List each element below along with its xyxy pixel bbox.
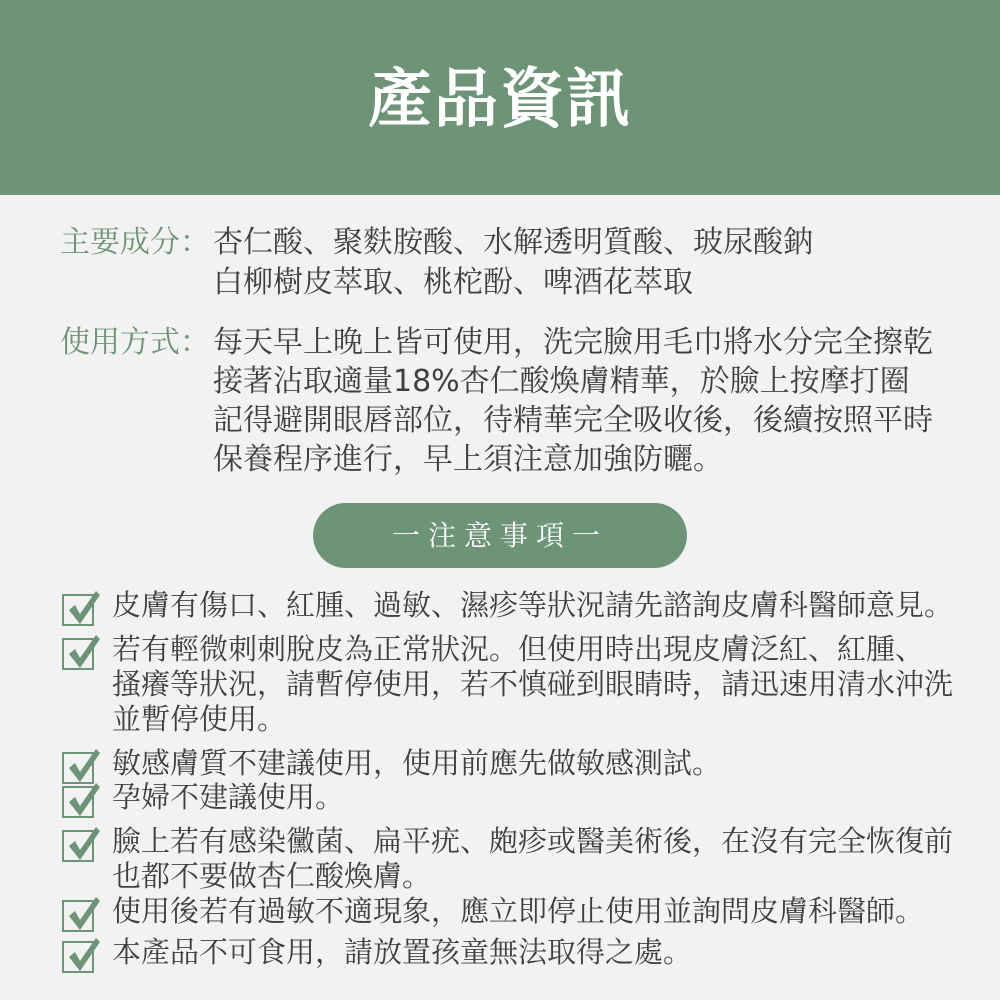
ingredients-line: 白柳樹皮萃取、桃柁酚、啤酒花萃取 [213, 265, 693, 300]
checklist-item-text: 本產品不可食用，請放置孩童無法取得之處。 [112, 935, 693, 969]
notice-heading: 一注意事項一 [313, 503, 687, 568]
usage-label: 使用方式： [60, 325, 210, 360]
checklist-item-text: 使用後若有過敏不適現象，應立即停止使用並詢問皮膚科醫師。 [112, 894, 925, 928]
page-title: 產品資訊 [368, 63, 632, 137]
checkbox-checked-icon [62, 594, 94, 626]
checklist-item-text: 若有輕微刺刺脫皮為正常狀況。但使用時出現皮膚泛紅、紅腫、 [112, 632, 925, 666]
checkbox-checked-icon [62, 786, 94, 818]
ingredients-line: 杏仁酸、聚麩胺酸、水解透明質酸、玻尿酸鈉 [213, 225, 813, 260]
checklist-item-text: 也都不要做杏仁酸煥膚。 [112, 859, 432, 893]
usage-line: 每天早上晚上皆可使用，洗完臉用毛巾將水分完全擦乾 [213, 325, 933, 360]
ingredients-label: 主要成分： [60, 225, 210, 260]
checklist-item-text: 搔癢等狀況，請暫停使用，若不慎碰到眼睛時，請迅速用清水沖洗 [112, 667, 954, 701]
checklist-item-text: 並暫停使用。 [112, 702, 287, 736]
checklist-item-text: 孕婦不建議使用。 [112, 780, 345, 814]
usage-line: 記得避開眼唇部位，待精華完全吸收後，後續按照平時 [213, 403, 933, 438]
checklist-item-text: 皮膚有傷口、紅腫、過敏、濕疹等狀況請先諮詢皮膚科醫師意見。 [112, 588, 954, 622]
header-banner [0, 0, 1000, 195]
usage-line: 保養程序進行，早上須注意加強防曬。 [213, 442, 723, 477]
checkbox-checked-icon [62, 830, 94, 862]
checkbox-checked-icon [62, 638, 94, 670]
checklist-item-text: 敏感膚質不建議使用，使用前應先做敏感測試。 [112, 746, 722, 780]
checkbox-checked-icon [62, 900, 94, 932]
checkbox-checked-icon [62, 941, 94, 973]
usage-line: 接著沾取適量18%杏仁酸煥膚精華，於臉上按摩打圈 [213, 364, 910, 399]
checklist-item-text: 臉上若有感染黴菌、扁平疣、皰疹或醫美術後，在沒有完全恢復前 [112, 824, 954, 858]
